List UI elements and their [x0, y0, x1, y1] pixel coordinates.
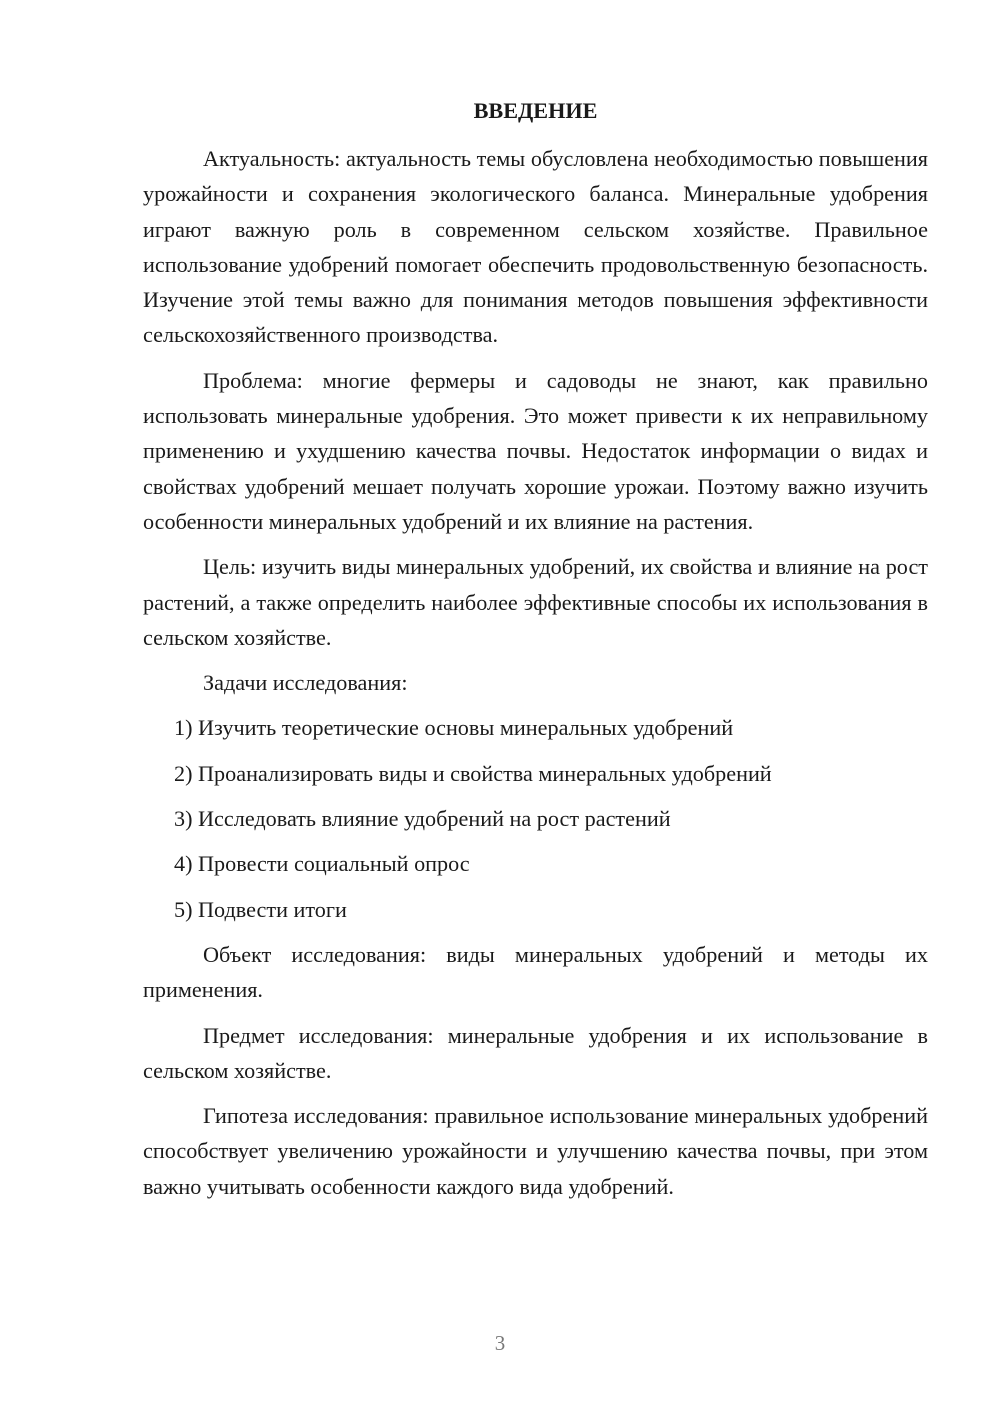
task-list [143, 710, 928, 926]
page-number: 3 [494, 1331, 506, 1355]
task-item-4: 4) Провести социальный опрос [174, 851, 470, 877]
page-title: ВВЕДЕНИЕ [473, 98, 598, 123]
paragraph-subject: Предмет исследования: минеральные удобрения и их использование в сельском хозяйстве. [143, 1022, 928, 1083]
tasks-heading: Задачи исследования: [203, 670, 408, 696]
task-item-3: 3) Исследовать влияние удобрений на рост растений [174, 806, 671, 832]
page-content [143, 93, 928, 1214]
paragraph-object: Объект исследования: виды минеральных удобрений и методы их применения. [143, 941, 928, 1003]
paragraph-hypothesis: Гипотеза исследования: правильное использование минеральных удобрений способствует увеличению урожайности и улучшению качества почвы, при этом важно учитывать особенности каждого вида удобрений. [143, 1103, 928, 1199]
paragraph-problem: Проблема: многие фермеры и садоводы не знают, как правильно использовать минеральные удобрения. Это может привести к их неправильному применению и ухудшению качества почвы. Недостаток информации о видах и свойствах удобрений мешает получать хорошие урожаи. Поэтому важно изучить особенности минеральных удобрений и их влияние на растения. [143, 367, 928, 534]
paragraph-goal: Цель: изучить виды минеральных удобрений, их свойства и влияние на рост растений, а также определить наиболее эффективные способы их использования в сельском хозяйстве. [143, 554, 928, 650]
paragraph-relevance: Актуальность: актуальность темы обусловлена необходимостью повышения урожайности и сохранения экологического баланса. Минеральные удобрения играют важную роль в современном сельском хозяйстве. Правильное использование удобрений помогает обеспечить продовольственную безопасность. Изучение этой темы важно для понимания методов повышения эффективности сельскохозяйственного производства. [143, 146, 928, 348]
task-item-1: 1) Изучить теоретические основы минеральных удобрений [174, 715, 734, 741]
task-item-5: 5) Подвести итоги [174, 896, 347, 922]
task-item-2: 2) Проанализировать виды и свойства минеральных удобрений [174, 760, 772, 786]
